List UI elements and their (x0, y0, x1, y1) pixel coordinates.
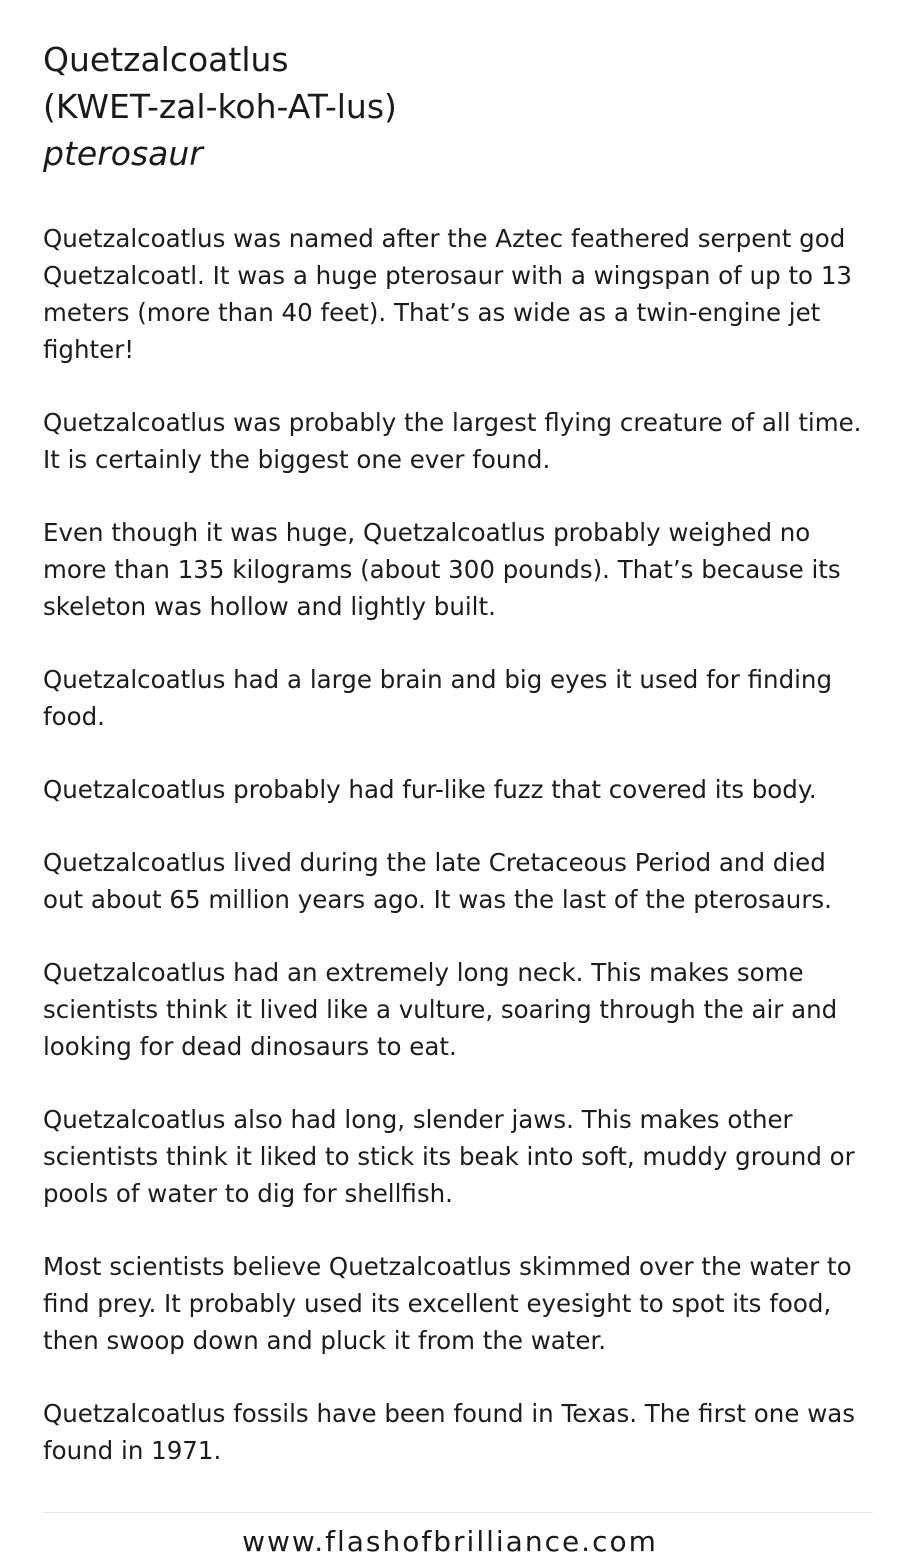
paragraph: Quetzalcoatlus was named after the Aztec feathered serpent god Quetzalcoatl. It was a huge pterosaur with a wingspan of up to 13 meters (more than 40 feet). That’s as wide as a twin-engine jet fighter! (43, 224, 853, 364)
title-pronunciation: (KWET-zal-koh-AT-lus) (43, 87, 397, 126)
paragraph: Even though it was huge, Quetzalcoatlus probably weighed no more than 135 kilograms (about 300 pounds). That’s because its skeleton was hollow and lightly built. (43, 518, 841, 621)
fact-sheet (43, 36, 873, 1505)
paragraph: Most scientists believe Quetzalcoatlus skimmed over the water to find prey. It probably used its excellent eyesight to spot its food, then swoop down and pluck it from the water. (43, 1252, 852, 1355)
footer-divider (43, 1512, 873, 1513)
paragraph: Quetzalcoatlus also had long, slender jaws. This makes other scientists think it liked to stick its beak into soft, muddy ground or pools of water to dig for shellfish. (43, 1105, 855, 1208)
page-title (43, 36, 873, 130)
paragraph: Quetzalcoatlus was probably the largest flying creature of all time. It is certainly the biggest one ever found. (43, 408, 862, 474)
footer-website[interactable]: www.flashofbrilliance.com (242, 1525, 658, 1558)
paragraph: Quetzalcoatlus fossils have been found in Texas. The first one was found in 1971. (43, 1399, 856, 1465)
page-subtitle: pterosaur (43, 134, 203, 173)
title-name: Quetzalcoatlus (43, 40, 289, 79)
body-text (43, 220, 873, 1469)
paragraph: Quetzalcoatlus had a large brain and big eyes it used for finding food. (43, 665, 833, 731)
paragraph: Quetzalcoatlus had an extremely long neck. This makes some scientists think it lived like a vulture, soaring through the air and looking for dead dinosaurs to eat. (43, 958, 838, 1061)
paragraph: Quetzalcoatlus lived during the late Cretaceous Period and died out about 65 million years ago. It was the last of the pterosaurs. (43, 848, 832, 914)
paragraph: Quetzalcoatlus probably had fur-like fuzz that covered its body. (43, 775, 817, 804)
